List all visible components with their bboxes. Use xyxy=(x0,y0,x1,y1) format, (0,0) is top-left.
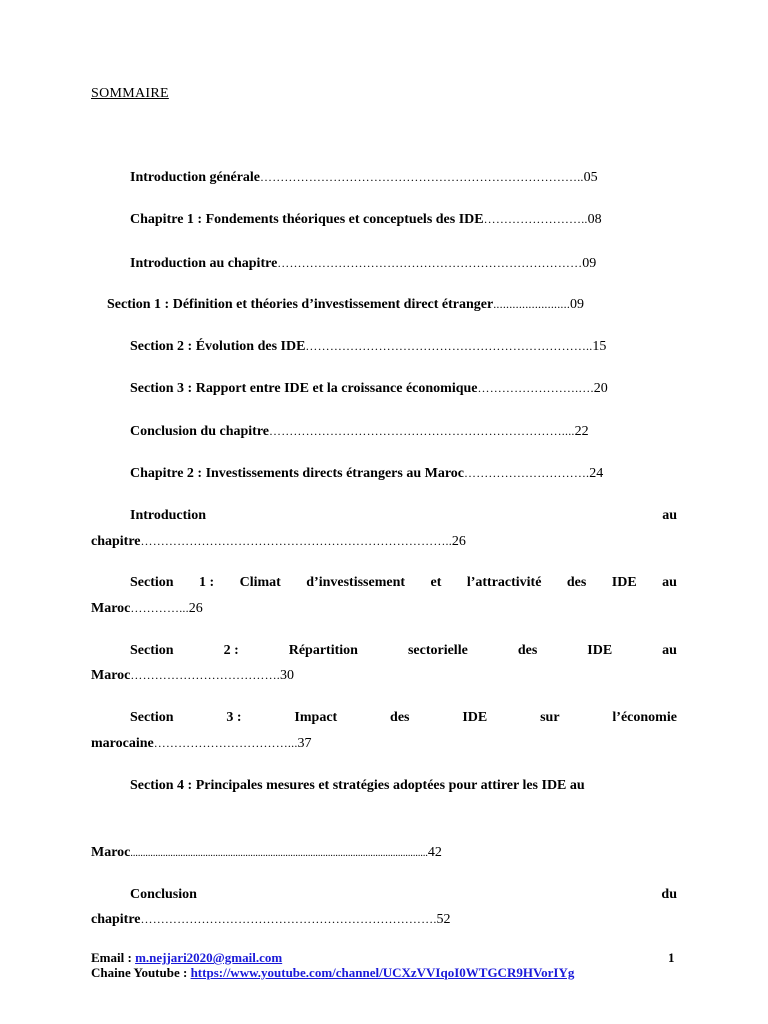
toc-leader-dots: ……………………………………………………………….... xyxy=(269,424,575,438)
toc-leader-dots: ………………………………. xyxy=(130,668,280,682)
toc-entry-section-3-maroc xyxy=(130,710,677,726)
toc-leader-dots: …………………………………………………………………….. xyxy=(260,170,584,184)
toc-word: Conclusion xyxy=(130,887,197,902)
toc-entry-section-2 xyxy=(130,339,606,355)
toc-page-number: 24 xyxy=(589,466,604,481)
toc-entry-label: Section 2 : Évolution des IDE xyxy=(130,339,306,354)
toc-page-number: 37 xyxy=(297,736,312,751)
footer-email-label: Email : xyxy=(91,950,136,965)
toc-word: Section xyxy=(130,575,174,590)
toc-page-number: 15 xyxy=(592,339,607,354)
toc-page-number: 26 xyxy=(188,601,203,616)
toc-entry-label: Maroc xyxy=(91,668,131,683)
toc-entry-label: Introduction au chapitre xyxy=(130,256,278,271)
footer-page-number: 1 xyxy=(668,950,675,965)
toc-entry-section-4 xyxy=(130,778,585,794)
toc-word: Section xyxy=(130,643,174,658)
toc-word: 1 : xyxy=(199,575,215,590)
footer-email-line xyxy=(91,950,282,966)
toc-entry-label: Section 4 : Principales mesures et stratégies adoptées pour attirer les IDE au xyxy=(130,778,585,793)
toc-leader-dots: ........................ xyxy=(493,297,571,311)
toc-page-number: 30 xyxy=(280,668,294,683)
toc-page-number: 20 xyxy=(593,381,608,396)
toc-entry-label: Conclusion du chapitre xyxy=(130,424,269,439)
toc-page-number: 05 xyxy=(583,170,598,185)
toc-word: l’attractivité xyxy=(466,575,542,590)
toc-entry-section-1 xyxy=(107,297,584,313)
toc-entry-label: marocaine xyxy=(91,736,154,751)
toc-word: au xyxy=(662,575,677,590)
toc-page-number: 22 xyxy=(574,424,589,439)
toc-leader-dots: …………………….. xyxy=(483,212,588,226)
toc-word: IDE xyxy=(462,710,488,725)
toc-entry-continuation xyxy=(91,845,442,861)
footer-email-link[interactable]: m.nejjari2020@gmail.com xyxy=(135,950,283,965)
toc-leader-dots: ………………………………………………………………….. xyxy=(140,534,452,548)
toc-word: Impact xyxy=(294,710,338,725)
toc-leader-dots: ………………………………………………………………… xyxy=(277,256,583,270)
toc-entry-label: Introduction générale xyxy=(130,170,261,185)
toc-leader-dots: …………... xyxy=(130,601,189,615)
toc-word: des xyxy=(566,575,587,590)
toc-entry-intro-chapitre xyxy=(130,256,596,272)
footer-youtube-line xyxy=(91,965,574,981)
toc-word: IDE xyxy=(611,575,637,590)
toc-word: 3 : xyxy=(226,710,242,725)
toc-entry-conclusion-2 xyxy=(130,887,677,903)
toc-page-number: 08 xyxy=(587,212,602,227)
toc-word: des xyxy=(390,710,410,725)
toc-word: au xyxy=(662,508,677,523)
toc-entry-continuation xyxy=(91,601,203,617)
toc-word: sectorielle xyxy=(407,643,468,658)
toc-word: IDE xyxy=(587,643,613,658)
toc-entry-label: Section 3 : Rapport entre IDE et la croissance économique xyxy=(130,381,478,396)
toc-page-number: 52 xyxy=(436,912,451,927)
toc-word: Répartition xyxy=(288,643,358,658)
toc-word: l’économie xyxy=(612,710,677,725)
toc-page-number: 09 xyxy=(582,256,597,271)
toc-entry-continuation xyxy=(91,912,451,928)
toc-word: Section xyxy=(130,710,174,725)
toc-word: des xyxy=(517,643,538,658)
toc-entry-section-3 xyxy=(130,381,608,397)
toc-entry-intro-generale xyxy=(130,170,598,186)
footer-youtube-link[interactable]: https://www.youtube.com/channel/UCXzVVIqoI0WTGCR9HVorIYg xyxy=(190,965,575,980)
toc-page-number: 26 xyxy=(451,534,466,549)
toc-page-number: 09 xyxy=(570,297,585,312)
footer-youtube-label: Chaine Youtube : xyxy=(91,965,191,980)
toc-entry-chapitre-1 xyxy=(130,212,602,228)
toc-word: Introduction xyxy=(130,508,206,523)
toc-word: et xyxy=(430,575,442,590)
toc-leader-dots: ....................................................................................................................... xyxy=(130,848,428,859)
toc-word: au xyxy=(662,643,677,658)
page-title: SOMMAIRE xyxy=(91,86,169,101)
toc-leader-dots: …………………………………………………………….. xyxy=(305,339,593,353)
toc-entry-label: Chapitre 2 : Investissements directs étrangers au Maroc xyxy=(130,466,465,481)
toc-entry-label: Section 1 : Définition et théories d’investissement direct étranger xyxy=(107,297,494,312)
toc-entry-intro-chapitre-2 xyxy=(130,508,677,524)
toc-word: Climat xyxy=(239,575,281,590)
toc-entry-continuation xyxy=(91,736,312,752)
toc-word: d’investissement xyxy=(306,575,406,590)
toc-leader-dots: ……………………………... xyxy=(153,736,298,750)
toc-entry-chapitre-2 xyxy=(130,466,603,482)
toc-word: du xyxy=(661,887,677,902)
toc-entry-label: chapitre xyxy=(91,534,141,549)
toc-entry-continuation xyxy=(91,534,466,550)
toc-page-number: 42 xyxy=(427,845,442,860)
toc-word: 2 : xyxy=(223,643,239,658)
toc-entry-label: Maroc xyxy=(91,601,131,616)
toc-leader-dots: …………………….…. xyxy=(477,381,594,395)
toc-leader-dots: ………………………………………………………………. xyxy=(140,912,437,926)
toc-entry-conclusion-1 xyxy=(130,424,589,440)
toc-entry-label: Chapitre 1 : Fondements théoriques et conceptuels des IDE xyxy=(130,212,484,227)
toc-entry-continuation xyxy=(91,668,294,684)
toc-word: sur xyxy=(540,710,560,725)
toc-entry-section-1-maroc xyxy=(130,575,677,591)
toc-entry-section-2-maroc xyxy=(130,643,677,659)
toc-entry-label: chapitre xyxy=(91,912,141,927)
toc-leader-dots: …………………………. xyxy=(464,466,590,480)
toc-entry-label: Maroc xyxy=(91,845,131,860)
